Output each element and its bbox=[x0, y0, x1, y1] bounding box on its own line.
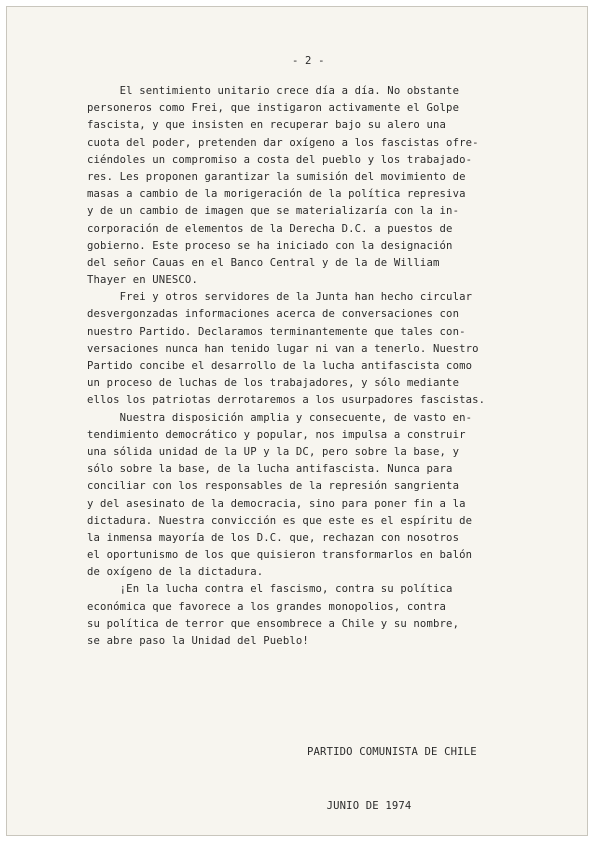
signature-block bbox=[307, 707, 477, 836]
body-line: conciliar con los responsables de la represión sangrienta bbox=[87, 480, 460, 493]
body-line: la inmensa mayoría de los D.C. que, rechazan con nosotros bbox=[87, 531, 460, 544]
body-line: gobierno. Este proceso se ha iniciado con la designación bbox=[87, 239, 453, 252]
body-line: económica que favorece a los grandes monopolios, contra bbox=[87, 600, 447, 613]
body-line: dictadura. Nuestra convicción es que este es el espíritu de bbox=[87, 514, 473, 527]
body-line: una sólida unidad de la UP y la DC, pero sobre la base, y bbox=[87, 445, 460, 458]
body-line: Partido concibe el desarrollo de la lucha antifascista como bbox=[87, 360, 473, 372]
body-line: ciéndoles un compromiso a costa del pueblo y los trabajado- bbox=[87, 153, 473, 166]
body-line: res. Les proponen garantizar la sumisión del movimiento de bbox=[87, 170, 466, 183]
body-line: personeros como Frei, que instigaron activamente el Golpe bbox=[87, 102, 460, 115]
body-line: cuota del poder, pretenden dar oxígeno a los fascistas ofre- bbox=[87, 136, 479, 149]
body-line: Frei y otros servidores de la Junta han hecho circular bbox=[87, 291, 473, 304]
body-line: ellos los patriotas derrotaremos a los usurpadores fascistas. bbox=[87, 394, 486, 407]
document-page bbox=[6, 6, 588, 836]
body-line: sólo sobre la base, de la lucha antifascista. Nunca para bbox=[87, 463, 453, 476]
body-line: del señor Cauas en el Banco Central y de la de William bbox=[87, 256, 440, 269]
signature-organization: PARTIDO COMUNISTA DE CHILE bbox=[307, 746, 477, 758]
body-line: nuestro Partido. Declaramos terminantemente que tales con- bbox=[87, 325, 466, 338]
body-line: su política de terror que ensombrece a Chile y su nombre, bbox=[87, 617, 460, 630]
body-line: el oportunismo de los que quisieron transformarlos en balón bbox=[87, 549, 473, 562]
body-text bbox=[87, 83, 485, 650]
body-line: y de un cambio de imagen que se materializaría con la in- bbox=[87, 205, 460, 218]
body-line: ¡En la lucha contra el fascismo, contra su política bbox=[87, 583, 453, 596]
body-line: masas a cambio de la morigeración de la política represiva bbox=[87, 188, 466, 201]
body-line: un proceso de luchas de los trabajadores, y sólo mediante bbox=[87, 377, 460, 390]
body-line: Nuestra disposición amplia y consecuente, de vasto en- bbox=[87, 411, 473, 424]
body-line: desvergonzadas informaciones acerca de conversaciones con bbox=[87, 308, 460, 321]
body-line: de oxígeno de la dictadura. bbox=[87, 566, 264, 579]
page-number: - 2 - bbox=[292, 55, 325, 67]
signature-date: JUNIO DE 1974 bbox=[307, 800, 412, 812]
body-line: tendimiento democrático y popular, nos impulsa a construir bbox=[87, 428, 466, 441]
body-line: y del asesinato de la democracia, sino para poner fin a la bbox=[87, 497, 466, 510]
body-line: se abre paso la Unidad del Pueblo! bbox=[87, 635, 309, 647]
body-line: Thayer en UNESCO. bbox=[87, 274, 198, 287]
body-line: El sentimiento unitario crece día a día. No obstante bbox=[87, 85, 460, 97]
body-line: fascista, y que insisten en recuperar bajo su alero una bbox=[87, 119, 447, 132]
body-line: corporación de elementos de la Derecha D.C. a puestos de bbox=[87, 222, 453, 235]
body-line: versaciones nunca han tenido lugar ni van a tenerlo. Nuestro bbox=[87, 342, 479, 355]
